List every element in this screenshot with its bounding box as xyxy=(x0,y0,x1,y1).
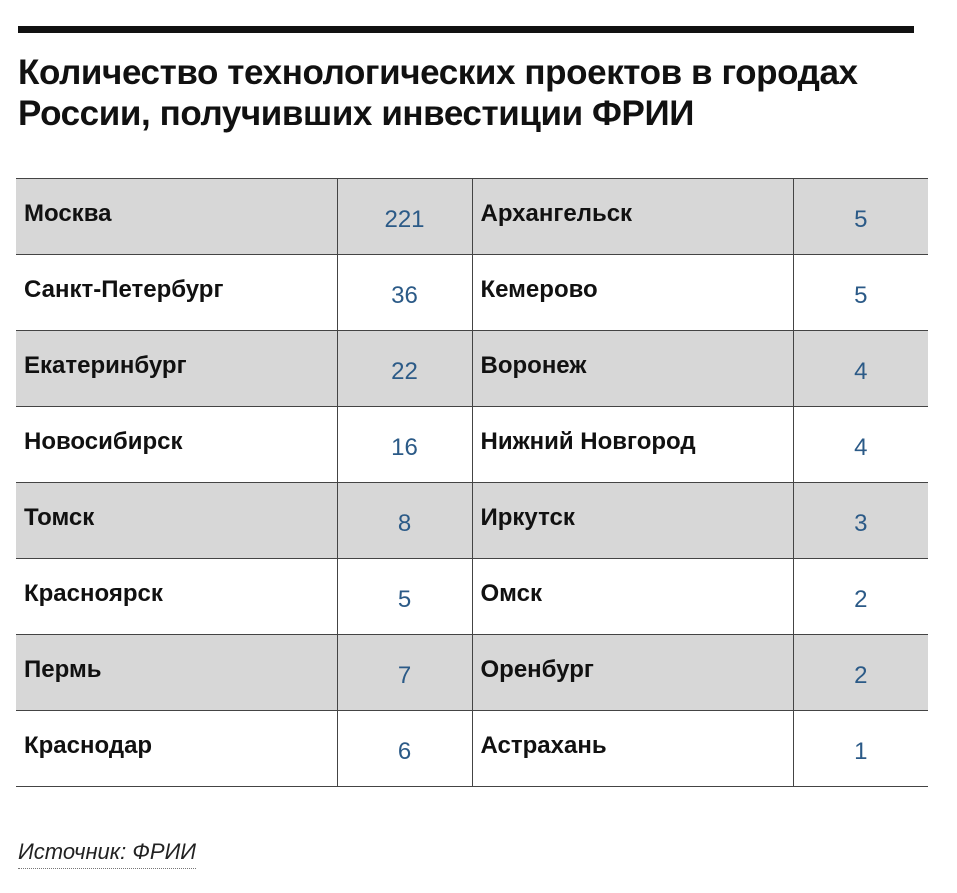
project-count: 3 xyxy=(793,483,928,559)
project-count: 36 xyxy=(337,255,472,331)
project-count: 5 xyxy=(337,559,472,635)
city-name: Екатеринбург xyxy=(16,331,337,407)
project-count: 7 xyxy=(337,635,472,711)
project-count: 22 xyxy=(337,331,472,407)
table-row xyxy=(16,179,928,255)
project-count: 8 xyxy=(337,483,472,559)
city-name: Воронеж xyxy=(472,331,793,407)
cities-table xyxy=(16,178,928,787)
project-count: 2 xyxy=(793,559,928,635)
city-name: Краснодар xyxy=(16,711,337,787)
project-count: 5 xyxy=(793,255,928,331)
source-note: Источник: ФРИИ xyxy=(18,838,196,869)
city-name: Новосибирск xyxy=(16,407,337,483)
city-name: Архангельск xyxy=(472,179,793,255)
project-count: 5 xyxy=(793,179,928,255)
project-count: 221 xyxy=(337,179,472,255)
city-name: Омск xyxy=(472,559,793,635)
table-body xyxy=(16,179,928,787)
project-count: 4 xyxy=(793,407,928,483)
project-count: 1 xyxy=(793,711,928,787)
table-row xyxy=(16,407,928,483)
table-row xyxy=(16,483,928,559)
city-name: Пермь xyxy=(16,635,337,711)
chart-title: Количество технологических проектов в городах России, получивших инвестиции ФРИИ xyxy=(18,53,858,133)
table-row xyxy=(16,255,928,331)
table-row xyxy=(16,635,928,711)
city-name: Красноярск xyxy=(16,559,337,635)
table-row xyxy=(16,331,928,407)
city-name: Санкт-Петербург xyxy=(16,255,337,331)
city-name: Иркутск xyxy=(472,483,793,559)
project-count: 6 xyxy=(337,711,472,787)
table-row xyxy=(16,559,928,635)
project-count: 16 xyxy=(337,407,472,483)
city-name: Оренбург xyxy=(472,635,793,711)
city-name: Москва xyxy=(16,179,337,255)
project-count: 4 xyxy=(793,331,928,407)
city-name: Томск xyxy=(16,483,337,559)
top-rule xyxy=(18,26,914,33)
project-count: 2 xyxy=(793,635,928,711)
city-name: Нижний Новгород xyxy=(472,407,793,483)
city-name: Астрахань xyxy=(472,711,793,787)
table-row xyxy=(16,711,928,787)
city-name: Кемерово xyxy=(472,255,793,331)
